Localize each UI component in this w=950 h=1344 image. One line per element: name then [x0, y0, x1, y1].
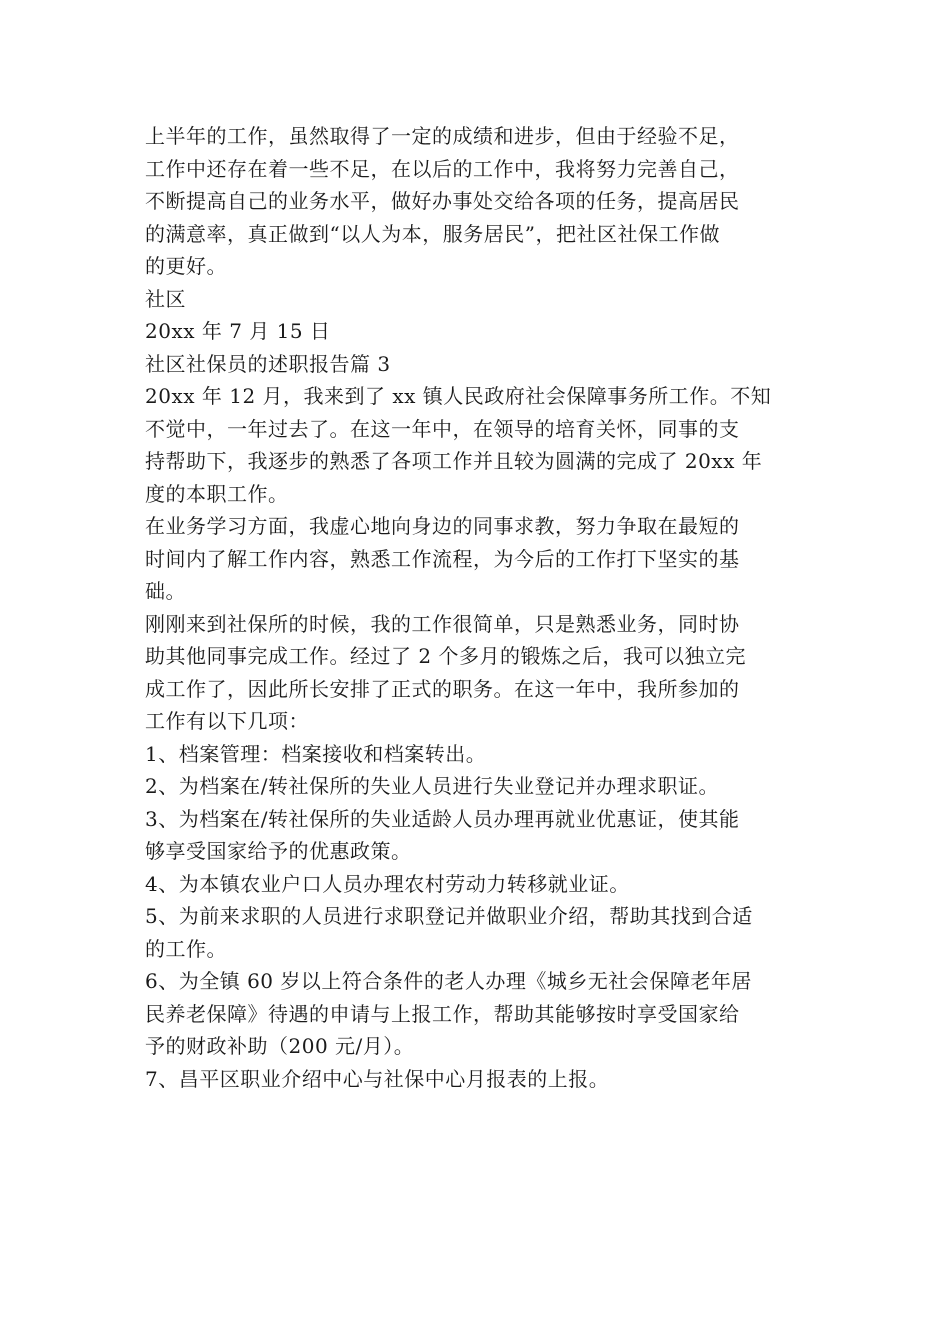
text-line: 工作有以下几项：	[145, 709, 309, 733]
text-line: 时间内了解工作内容，熟悉工作流程，为今后的工作打下坚实的基	[145, 546, 740, 571]
text-line: 予的财政补助（200 元/月）。	[145, 1034, 415, 1058]
text-line: 持帮助下，我逐步的熟悉了各项工作并且较为圆满的完成了 20xx 年	[145, 449, 763, 473]
text-line: 的工作。	[145, 936, 227, 961]
paragraph	[145, 380, 810, 510]
text-line: 刚刚来到社保所的时候，我的工作很简单，只是熟悉业务，同时协	[145, 611, 740, 636]
text-line: 6、为全镇 60 岁以上符合条件的老人办理《城乡无社会保障老年居	[145, 969, 752, 993]
text-line: 的满意率，真正做到“以人为本，服务居民”，把社区社保工作做	[145, 221, 720, 246]
paragraph	[145, 510, 810, 608]
text-line: 5、为前来求职的人员进行求职登记并做职业介绍，帮助其找到合适	[145, 904, 753, 928]
paragraph	[145, 803, 810, 868]
paragraph	[145, 283, 810, 316]
paragraph	[145, 770, 810, 803]
text-line: 4、为本镇农业户口人员办理农村劳动力转移就业证。	[145, 871, 630, 896]
paragraph	[145, 868, 810, 901]
paragraph	[145, 315, 810, 348]
paragraph	[145, 1063, 810, 1096]
text-line: 20xx 年 7 月 15 日	[145, 319, 331, 343]
text-line: 20xx 年 12 月，我来到了 xx 镇人民政府社会保障事务所工作。不知	[145, 384, 772, 408]
text-line: 2、为档案在/转社保所的失业人员进行失业登记并办理求职证。	[145, 774, 719, 798]
text-line: 不断提高自己的业务水平，做好办事处交给各项的任务，提高居民	[145, 189, 740, 213]
text-line: 助其他同事完成工作。经过了 2 个多月的锻炼之后，我可以独立完	[145, 644, 746, 668]
paragraph	[145, 738, 810, 771]
text-line: 度的本职工作。	[145, 481, 289, 506]
paragraph	[145, 348, 810, 381]
text-line: 成工作了，因此所长安排了正式的职务。在这一年中，我所参加的	[145, 676, 740, 701]
text-line: 7、昌平区职业介绍中心与社保中心月报表的上报。	[145, 1066, 610, 1091]
document-body	[145, 120, 810, 1095]
text-line: 的更好。	[145, 254, 227, 278]
text-line: 民养老保障》待遇的申请与上报工作，帮助其能够按时享受国家给	[145, 1001, 740, 1026]
text-line: 够享受国家给予的优惠政策。	[145, 839, 412, 863]
text-line: 3、为档案在/转社保所的失业适龄人员办理再就业优惠证，使其能	[145, 806, 740, 831]
paragraph	[145, 900, 810, 965]
text-line: 社区	[145, 286, 186, 311]
text-line: 础。	[145, 579, 186, 603]
paragraph	[145, 965, 810, 1063]
paragraph	[145, 120, 810, 283]
text-line: 社区社保员的述职报告篇 3	[145, 351, 391, 376]
text-line: 1、档案管理：档案接收和档案转出。	[145, 741, 487, 766]
text-line: 工作中还存在着一些不足，在以后的工作中，我将努力完善自己，	[145, 156, 740, 181]
text-line: 上半年的工作，虽然取得了一定的成绩和进步，但由于经验不足，	[145, 124, 740, 148]
text-line: 不觉中，一年过去了。在这一年中，在领导的培育关怀，同事的支	[145, 416, 740, 441]
text-line: 在业务学习方面，我虚心地向身边的同事求教，努力争取在最短的	[145, 514, 740, 538]
paragraph	[145, 608, 810, 738]
